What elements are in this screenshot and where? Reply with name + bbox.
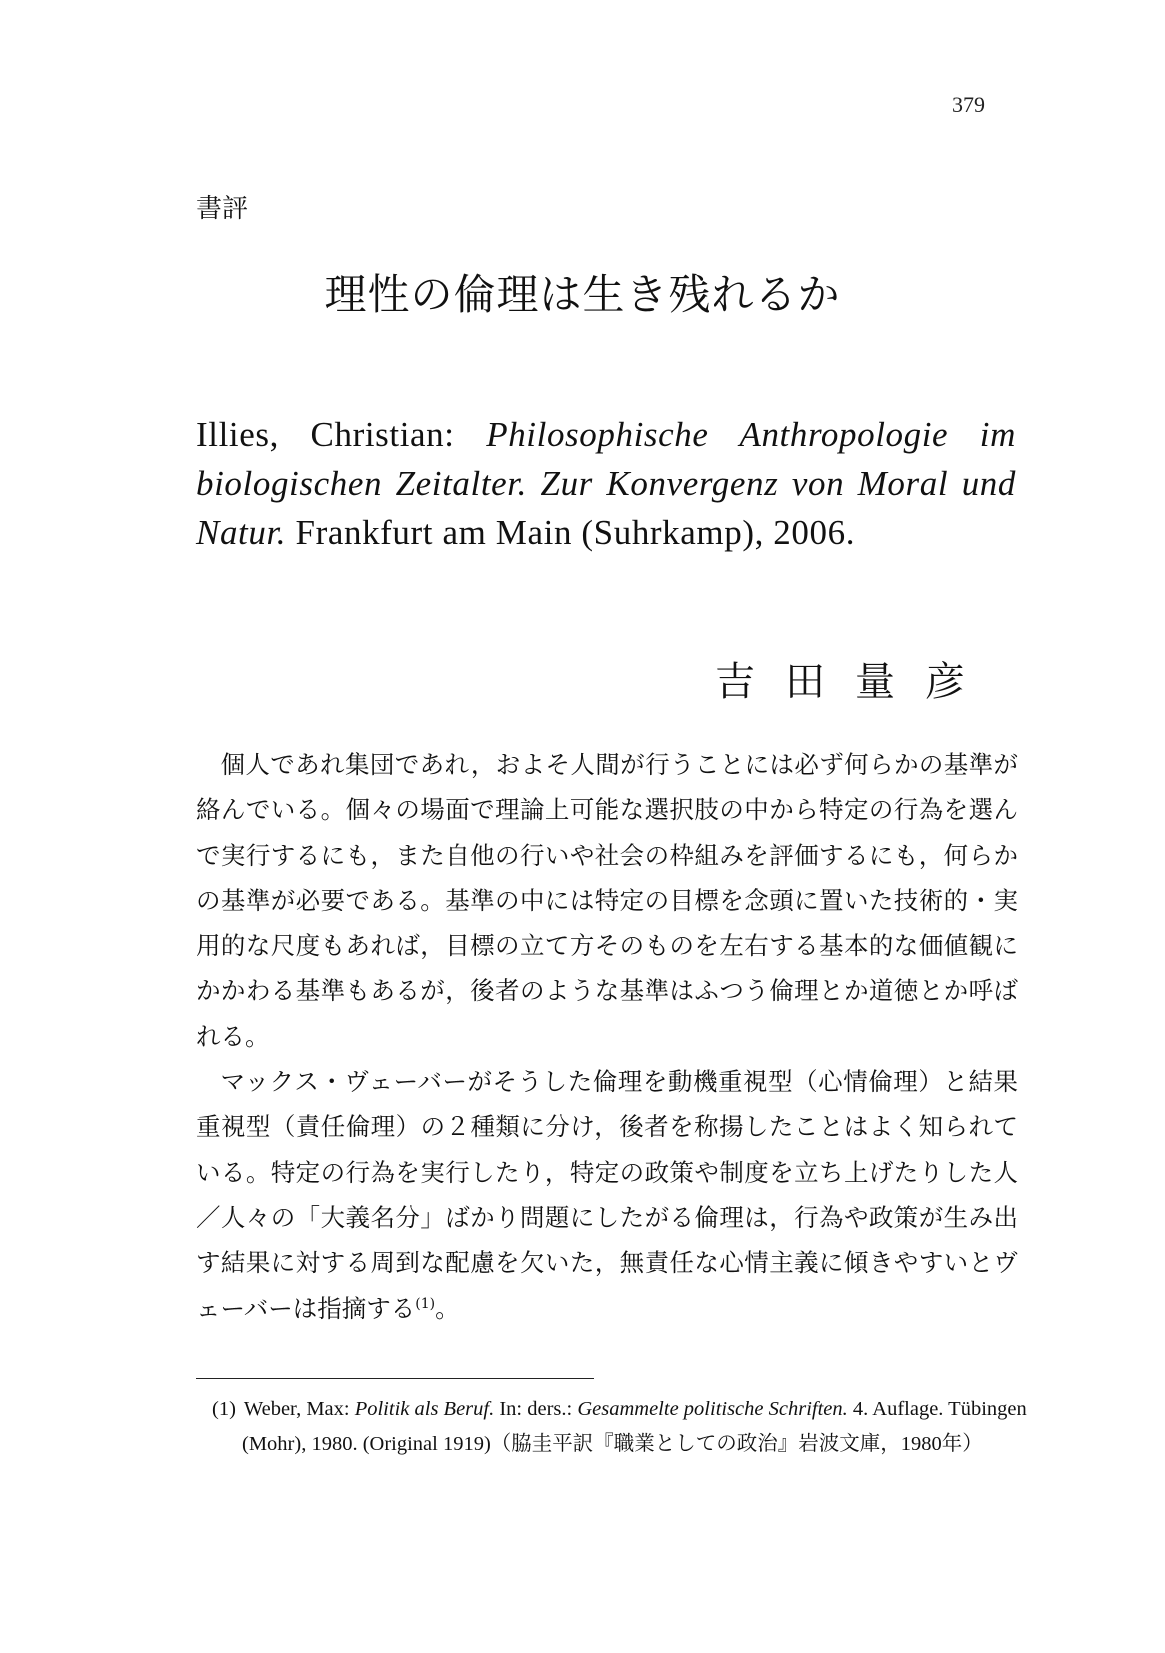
book-reference bbox=[196, 410, 1016, 557]
footnote bbox=[212, 1392, 1048, 1462]
footnote-work-title: Politik als Beruf. bbox=[354, 1398, 495, 1420]
footnote-number: (1) bbox=[212, 1398, 236, 1420]
footnote-collection-title: Gesammelte politische Schriften. bbox=[577, 1398, 848, 1420]
review-body bbox=[196, 742, 1018, 1331]
page-title: 理性の倫理は生き残れるか bbox=[324, 270, 841, 319]
footnote-divider bbox=[196, 1378, 594, 1379]
book-title: Philosophische Anthropologie im biologischen Zeitalter. Zur Konvergenz von Moral und Natur. bbox=[196, 415, 1016, 552]
reviewer-name: 吉田量彦 bbox=[715, 659, 995, 705]
book-publication: Frankfurt am Main (Suhrkamp), 2006. bbox=[286, 513, 856, 552]
paragraph-2-end: 。 bbox=[435, 1293, 460, 1323]
paragraph-1: 個人であれ集団であれ，およそ人間が行うことには必ず何らかの基準が絡んでいる。個々の場面で理論上可能な選択肢の中から特定の行為を選んで実行するにも，また自他の行いや社会の枠組みを評価するにも，何らかの基準が必要である。基準の中には特定の目標を念頭に置いた技術的・実用的な尺度もあれば，目標の立て方そのものを左右する基本的な価値観にかかわる基準もあるが，後者のような基準はふつう倫理とか道徳とか呼ばれる。 bbox=[196, 750, 1018, 1051]
paragraph-2 bbox=[196, 1059, 1018, 1331]
footnote-reference[interactable]: (1) bbox=[415, 1295, 436, 1312]
page-number: 379 bbox=[952, 92, 985, 117]
paragraph-2-text: マックス・ヴェーバーがそうした倫理を動機重視型（心情倫理）と結果重視型（責任倫理）の２種類に分け，後者を称揚したことはよく知られている。特定の行為を実行したり，特定の政策や制度を立ち上げたりした人／人々の「大義名分」ばかり問題にしたがる倫理は，行為や政策が生み出す結果に対する周到な配慮を欠いた，無責任な心情主義に傾きやすいとヴェーバーは指摘する bbox=[196, 1067, 1018, 1323]
book-author: Illies, Christian: bbox=[196, 415, 487, 454]
footnote-text-after: 4. Auflage. Tübingen (Mohr), 1980. (Original 1919)（脇圭平訳『職業としての政治』岩波文庫，1980年） bbox=[242, 1398, 1027, 1455]
section-label: 書評 bbox=[196, 194, 249, 224]
footnote-text-middle: In: ders.: bbox=[494, 1398, 578, 1420]
footnote-text-before: Weber, Max: bbox=[243, 1398, 355, 1420]
